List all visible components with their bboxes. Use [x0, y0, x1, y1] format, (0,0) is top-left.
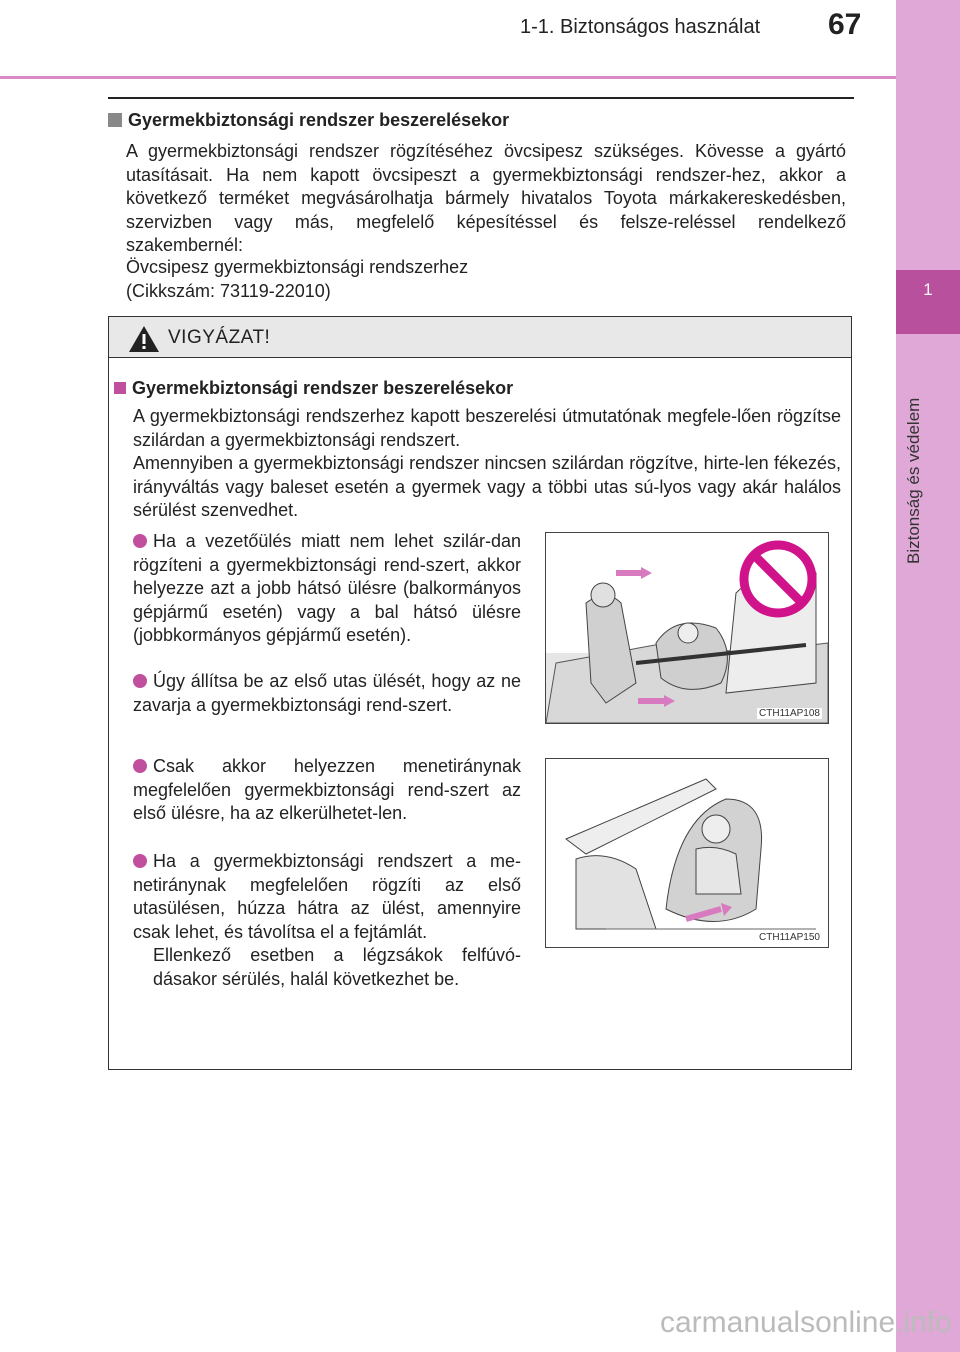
section-title: 1-1. Biztonságos használat [520, 16, 761, 38]
warning-heading [114, 378, 513, 399]
list-item-text: Csak akkor helyezzen menetiránynak megfelelően gyermekbiztonsági rend-szert az első ülésre, ha az elkerülhetet-len. [133, 756, 521, 823]
figure-code: CTH11AP108 [759, 708, 820, 719]
forward-facing-seat-illustration [546, 759, 828, 947]
list-item-note: Ellenkező esetben a légzsákok felfúvó-dásakor sérülés, halál következhet be. [153, 945, 521, 989]
square-bullet-icon [108, 113, 122, 127]
list-item [133, 755, 521, 826]
chapter-label-container [896, 342, 960, 572]
warning-paragraphs [133, 405, 841, 523]
square-bullet-icon [114, 382, 126, 394]
chapter-tab [896, 0, 960, 1352]
bullet-dot-icon [133, 759, 147, 773]
watermark: carmanualsonline.info [660, 1306, 952, 1339]
list-item-text: Ha a vezetőülés miatt nem lehet szilár-dan rögzíteni a gyermekbiztonsági rend-szert, akkor helyezze azt a jobb hátsó ülésre (balkormányos gépjármű esetén) vagy a bal hátsó ülésre (jobbkormányos gépjármű esetén). [133, 531, 521, 645]
figure-forward-facing-seat [545, 758, 829, 948]
list-item [133, 670, 521, 717]
section-heading [108, 110, 509, 131]
section-heading-text: Gyermekbiztonsági rendszer beszerelésekor [128, 110, 510, 130]
warning-heading-text: Gyermekbiztonsági rendszer beszerelésekor [132, 378, 514, 398]
bullet-dot-icon [133, 674, 147, 688]
warning-paragraph-1: A gyermekbiztonsági rendszerhez kapott beszerelési útmutatónak megfele-lően rögzítse szilárdan a gyermekbiztonsági rendszert. [133, 406, 841, 450]
warning-triangle-icon [128, 325, 160, 353]
figure-rear-facing-seat [545, 532, 829, 724]
section-rule [108, 97, 854, 99]
bullet-dot-icon [133, 534, 147, 548]
figure-code: CTH11AP150 [759, 932, 820, 943]
list-item-text: Úgy állítsa be az első utas ülését, hogy az ne zavarja a gyermekbiztonsági rend-szert. [133, 671, 521, 715]
rear-facing-seat-illustration [546, 533, 828, 723]
warning-paragraph-2: Amennyiben a gyermekbiztonsági rendszer nincsen szilárdan rögzítve, hirte-len fékezés, irányváltás vagy baleset esetén a gyermek vagy a többi utas sú-lyos vagy akár halálos sérülést szenvedhet. [133, 453, 841, 520]
part-line-1: Övcsipesz gyermekbiztonsági rendszerhez [126, 257, 469, 277]
part-number-block [126, 256, 846, 303]
chapter-number: 1 [896, 270, 960, 334]
list-item-text: Ha a gyermekbiztonsági rendszert a me-netiránynak megfelelően rögzíti az első utasülésen, húzza hátra az ülést, amennyire csak lehet, és távolítsa el a fejtámlát. [133, 851, 521, 942]
part-line-2: (Cikkszám: 73119-22010) [126, 280, 331, 301]
list-item [133, 530, 521, 648]
chapter-label: Biztonság és védelem [904, 397, 923, 564]
bullet-dot-icon [133, 854, 147, 868]
page-number: 67 [828, 8, 862, 41]
header-rule [0, 76, 896, 79]
warning-title: VIGYÁZAT! [168, 327, 271, 348]
section-paragraph: A gyermekbiztonsági rendszer rögzítéséhez övcsipesz szükséges. Kövesse a gyártó utasításait. Ha nem kapott övcsipeszt a gyermekbiztonsági rendszer-hez, akkor a következő terméket megvásárolhatja bármely hivatalos Toyota márkakereskedésben, szervizben vagy más, megfelelő képesítéssel és felsze-reléssel rendelkező szakembernél: [126, 141, 846, 255]
list-item [133, 850, 521, 991]
